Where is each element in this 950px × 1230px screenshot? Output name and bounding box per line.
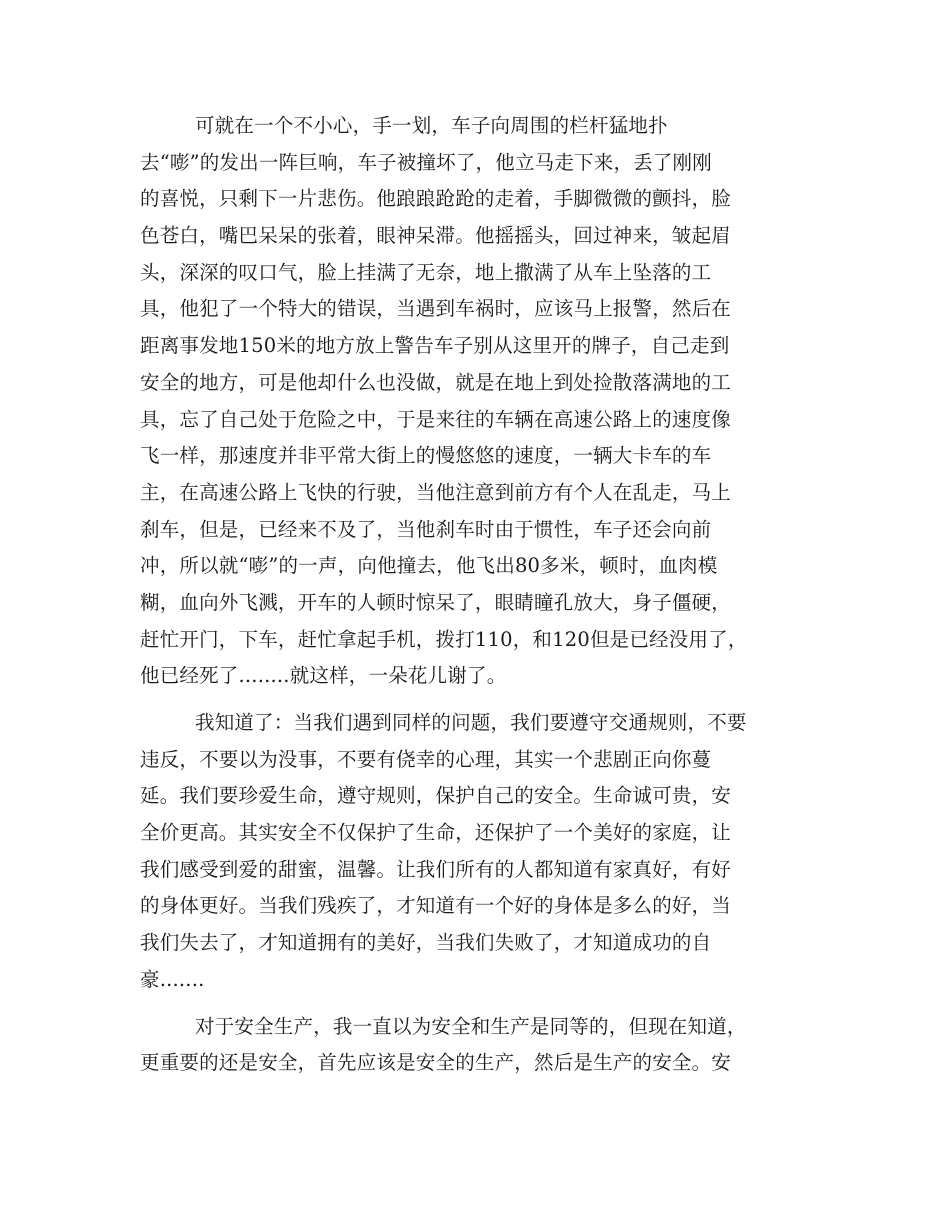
text-line: 糊，血向外飞溅，开车的人顿时惊呆了，眼睛瞳孔放大，身子僵硬， (140, 590, 732, 614)
text-line: 的身体更好。当我们残疾了，才知道有一个好的身体是多么的好，当 (140, 894, 732, 918)
text-line: 违反，不要以为没事，不要有侥幸的心理，其实一个悲剧正向你蔓 (140, 747, 712, 771)
text-line: 延。我们要珍爱生命，遵守规则，保护自己的安全。生命诚可贵，安 (140, 784, 732, 808)
text-line: 豪....... (140, 967, 205, 991)
text-line: 我们失去了，才知道拥有的美好，当我们失败了，才知道成功的自 (140, 931, 712, 955)
text-line: 安全的地方，可是他却什么也没做，就是在地上到处捡散落满地的工 (140, 370, 732, 394)
text-line: 色苍白，嘴巴呆呆的张着，眼神呆滞。他摇摇头，回过神来，皱起眉 (140, 224, 732, 248)
text-line: 去“嘭”的发出一阵巨响，车子被撞坏了，他立马走下来，丢了刚刚 (140, 150, 712, 174)
text-line: 赶忙开门，下车，赶忙拿起手机，拨打110，和120但是已经没用了， (140, 627, 748, 651)
paragraph-1 (140, 108, 806, 695)
text-line: 我知道了：当我们遇到同样的问题，我们要遵守交通规则，不要 (195, 711, 747, 734)
text-line: 刹车，但是，已经来不及了，当他刹车时由于惯性，车子还会向前 (140, 517, 712, 541)
text-line: 距离事发地150米的地方放上警告车子别从这里开的牌子，自己走到 (140, 334, 730, 358)
text-line: 具，忘了自己处于危险之中，于是来往的车辆在高速公路上的速度像 (140, 407, 732, 431)
text-line: 的喜悦，只剩下一片悲伤。他踉踉跄跄的走着，手脚微微的颤抖，脸 (140, 187, 732, 211)
paragraph-spacer (140, 999, 806, 1009)
text-line: 更重要的还是安全，首先应该是安全的生产，然后是生产的安全。安 (140, 1051, 732, 1075)
text-line: 他已经死了........就这样，一朵花儿谢了。 (140, 664, 507, 688)
text-line: 冲，所以就“嘭”的一声，向他撞去，他飞出80多米，顿时，血肉模 (140, 554, 718, 578)
text-line: 对于安全生产，我一直以为安全和生产是同等的，但现在知道， (195, 1014, 747, 1038)
paragraph-3 (140, 1009, 806, 1082)
text-line: 我们感受到爱的甜蜜，温馨。让我们所有的人都知道有家真好，有好 (140, 857, 732, 881)
text-line: 可就在一个不小心，手一划，车子向周围的栏杆猛地扑 (195, 114, 668, 137)
text-line: 头，深深的叹口气，脸上挂满了无奈，地上撒满了从车上坠落的工 (140, 260, 712, 284)
paragraph-2 (140, 705, 806, 999)
paragraph-spacer (140, 695, 806, 705)
text-line: 主，在高速公路上飞快的行驶，当他注意到前方有个人在乱走，马上 (140, 480, 732, 504)
text-line: 飞一样，那速度并非平常大街上的慢悠悠的速度，一辆大卡车的车 (140, 444, 712, 468)
document-body (140, 108, 806, 1082)
text-line: 具，他犯了一个特大的错误，当遇到车祸时，应该马上报警，然后在 (140, 297, 732, 321)
text-line: 全价更高。其实安全不仅保护了生命，还保护了一个美好的家庭，让 (140, 821, 732, 845)
